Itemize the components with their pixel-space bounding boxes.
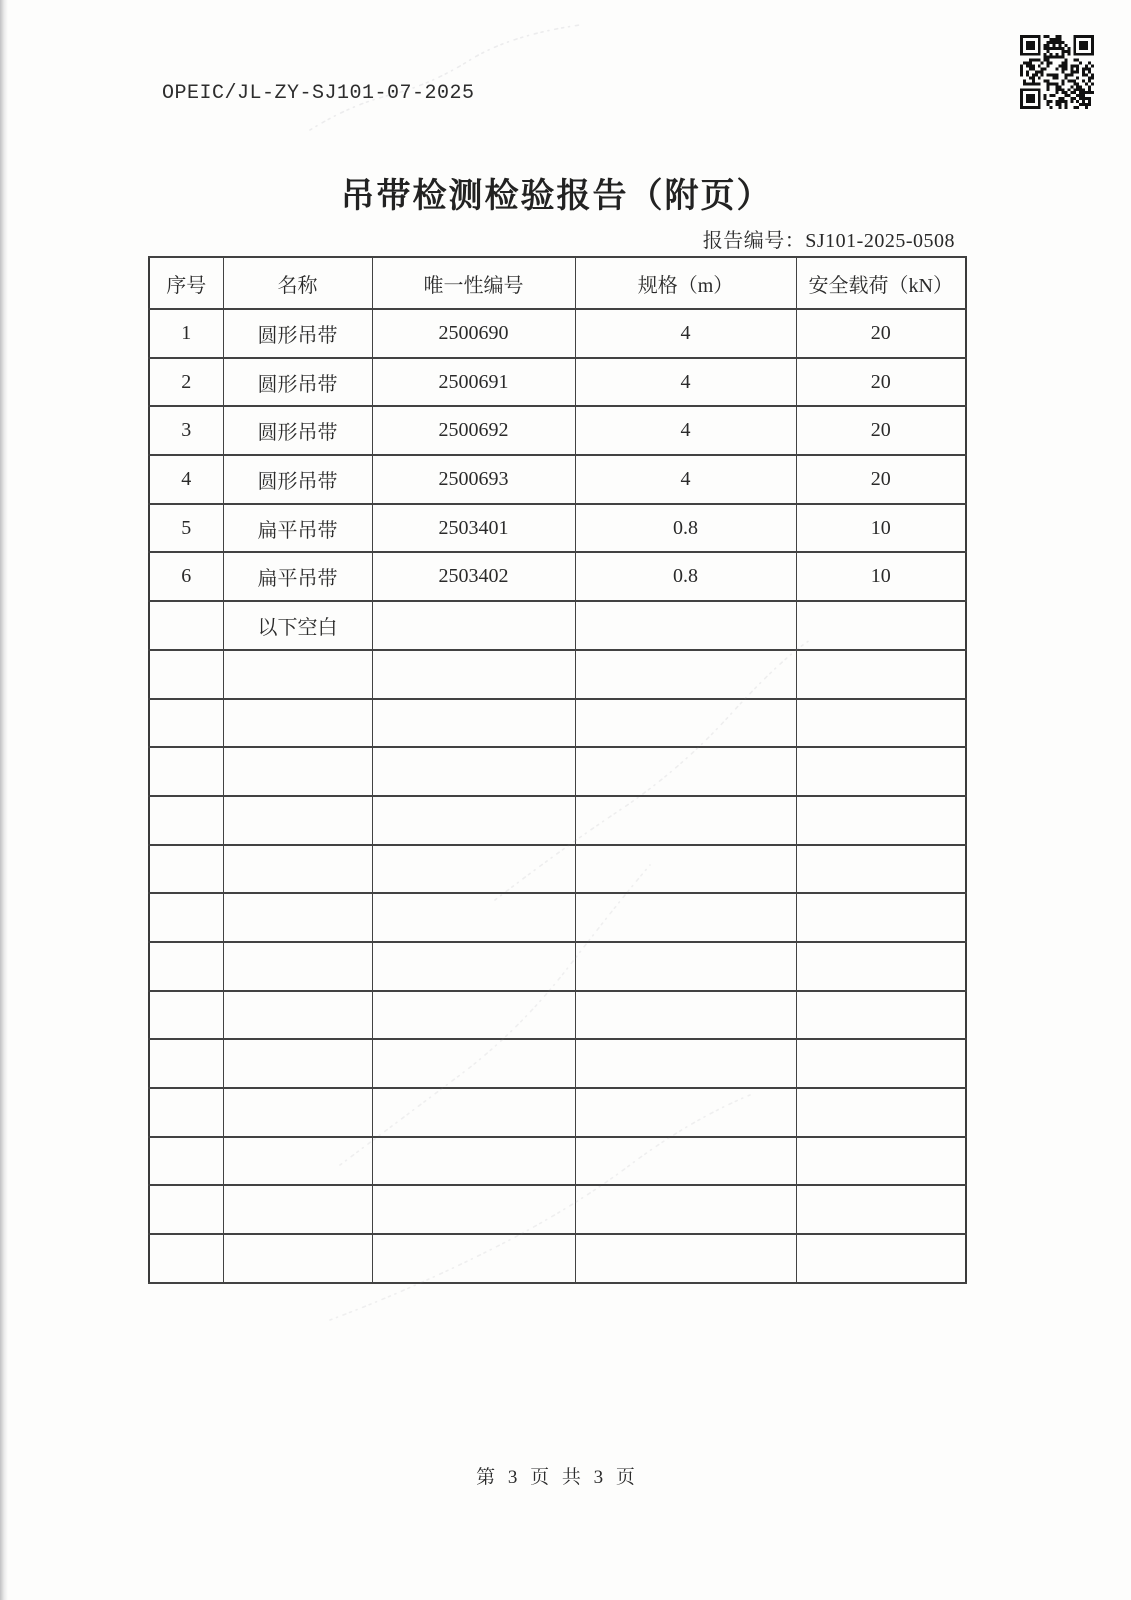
table-row xyxy=(149,1137,966,1186)
table-cell xyxy=(796,1234,966,1283)
table-cell xyxy=(796,1039,966,1088)
column-header-unique-id: 唯一性编号 xyxy=(372,257,575,309)
table-cell xyxy=(149,1039,223,1088)
table-cell: 2503402 xyxy=(372,552,575,601)
table-cell: 以下空白 xyxy=(223,601,372,650)
table-cell xyxy=(149,650,223,699)
report-number-label: 报告编号： xyxy=(702,230,806,252)
table-cell: 10 xyxy=(796,552,966,601)
table-cell: 圆形吊带 xyxy=(223,358,372,407)
table-cell: 2500692 xyxy=(372,406,575,455)
table-cell: 扁平吊带 xyxy=(223,552,372,601)
table-cell xyxy=(575,796,796,845)
table-cell: 4 xyxy=(575,358,796,407)
table-cell xyxy=(223,991,372,1040)
qr-code-icon xyxy=(1020,35,1094,109)
table-cell: 圆形吊带 xyxy=(223,406,372,455)
table-cell xyxy=(149,1185,223,1234)
table-cell xyxy=(575,1039,796,1088)
watermark-smudge xyxy=(300,10,600,140)
table-cell: 0.8 xyxy=(575,504,796,553)
table-cell xyxy=(223,1088,372,1137)
table-cell xyxy=(796,699,966,748)
table-cell xyxy=(796,1185,966,1234)
table-cell xyxy=(223,1137,372,1186)
table-cell xyxy=(796,650,966,699)
table-row xyxy=(149,504,966,553)
table-cell xyxy=(223,699,372,748)
table-cell xyxy=(149,1234,223,1283)
table-cell xyxy=(575,747,796,796)
table-cell xyxy=(575,1234,796,1283)
table-cell xyxy=(796,601,966,650)
table-cell: 20 xyxy=(796,358,966,407)
scan-edge-artifact xyxy=(0,0,8,1600)
table-header-row xyxy=(149,257,966,309)
table-cell: 20 xyxy=(796,406,966,455)
table-cell xyxy=(796,1088,966,1137)
table-cell xyxy=(149,699,223,748)
table-cell xyxy=(223,845,372,894)
table-cell xyxy=(372,650,575,699)
table-row xyxy=(149,309,966,358)
table-cell xyxy=(575,601,796,650)
table-row xyxy=(149,601,966,650)
table-cell: 4 xyxy=(149,455,223,504)
page-title: 吊带检测检验报告（附页） xyxy=(340,178,773,215)
table-cell xyxy=(223,650,372,699)
table-cell xyxy=(223,1234,372,1283)
column-header-safe-load: 安全载荷（kN） xyxy=(796,257,966,309)
table-row xyxy=(149,1185,966,1234)
table-row xyxy=(149,747,966,796)
table-cell xyxy=(796,747,966,796)
table-row xyxy=(149,1088,966,1137)
table-row xyxy=(149,1234,966,1283)
table-cell: 2500690 xyxy=(372,309,575,358)
table-cell xyxy=(796,1137,966,1186)
table-cell xyxy=(575,1137,796,1186)
table-cell: 1 xyxy=(149,309,223,358)
table-row xyxy=(149,942,966,991)
table-cell: 2500691 xyxy=(372,358,575,407)
table-cell: 3 xyxy=(149,406,223,455)
table-cell: 2503401 xyxy=(372,504,575,553)
table-cell xyxy=(575,845,796,894)
table-cell xyxy=(223,1039,372,1088)
table-cell xyxy=(575,1185,796,1234)
report-number xyxy=(703,224,955,253)
table-cell xyxy=(575,893,796,942)
table-cell: 10 xyxy=(796,504,966,553)
table-row xyxy=(149,552,966,601)
table-cell xyxy=(149,747,223,796)
table-cell xyxy=(372,942,575,991)
table-cell: 4 xyxy=(575,406,796,455)
table-row xyxy=(149,1039,966,1088)
table-row xyxy=(149,455,966,504)
table-cell: 5 xyxy=(149,504,223,553)
table-cell: 20 xyxy=(796,455,966,504)
table-cell: 2500693 xyxy=(372,455,575,504)
table-cell xyxy=(575,1088,796,1137)
table-cell xyxy=(372,991,575,1040)
table-cell xyxy=(372,699,575,748)
table-cell xyxy=(575,699,796,748)
table-row xyxy=(149,699,966,748)
table-cell xyxy=(149,942,223,991)
table-cell xyxy=(149,1137,223,1186)
table-cell xyxy=(223,942,372,991)
table-cell xyxy=(223,796,372,845)
table-cell xyxy=(223,747,372,796)
table-cell xyxy=(149,1088,223,1137)
table-row xyxy=(149,845,966,894)
table-cell xyxy=(372,893,575,942)
column-header-seq: 序号 xyxy=(149,257,223,309)
table-row xyxy=(149,893,966,942)
table-cell xyxy=(149,845,223,894)
table-cell xyxy=(796,942,966,991)
table-row xyxy=(149,406,966,455)
page-number: 第 3 页 共 3 页 xyxy=(476,1467,637,1488)
table-cell xyxy=(223,893,372,942)
table-cell xyxy=(796,991,966,1040)
table-cell: 0.8 xyxy=(575,552,796,601)
table-cell xyxy=(575,991,796,1040)
table-cell: 20 xyxy=(796,309,966,358)
table-cell xyxy=(372,747,575,796)
table-cell xyxy=(796,845,966,894)
table-cell xyxy=(575,942,796,991)
report-number-value: SJ101-2025-0508 xyxy=(805,230,955,252)
table-cell xyxy=(372,1234,575,1283)
table-cell: 扁平吊带 xyxy=(223,504,372,553)
table-cell xyxy=(149,796,223,845)
table-cell xyxy=(796,893,966,942)
table-cell: 圆形吊带 xyxy=(223,455,372,504)
table-cell xyxy=(796,796,966,845)
table-cell xyxy=(372,796,575,845)
table-cell: 6 xyxy=(149,552,223,601)
table-cell: 圆形吊带 xyxy=(223,309,372,358)
table-cell xyxy=(372,845,575,894)
table-cell xyxy=(372,1137,575,1186)
column-header-spec: 规格（m） xyxy=(575,257,796,309)
table-cell xyxy=(149,601,223,650)
table-cell xyxy=(575,650,796,699)
table-cell xyxy=(223,1185,372,1234)
table-row xyxy=(149,991,966,1040)
table-row xyxy=(149,650,966,699)
table-cell: 4 xyxy=(575,455,796,504)
table-row xyxy=(149,358,966,407)
column-header-name: 名称 xyxy=(223,257,372,309)
document-code: OPEIC/JL-ZY-SJ101-07-2025 xyxy=(162,82,475,105)
table-cell xyxy=(372,1039,575,1088)
table-cell xyxy=(149,893,223,942)
table-cell xyxy=(372,1088,575,1137)
table-cell xyxy=(149,991,223,1040)
table-row xyxy=(149,796,966,845)
table-cell xyxy=(372,1185,575,1234)
table-cell xyxy=(372,601,575,650)
table-cell: 4 xyxy=(575,309,796,358)
inspection-items-table xyxy=(148,256,967,1284)
table-cell: 2 xyxy=(149,358,223,407)
